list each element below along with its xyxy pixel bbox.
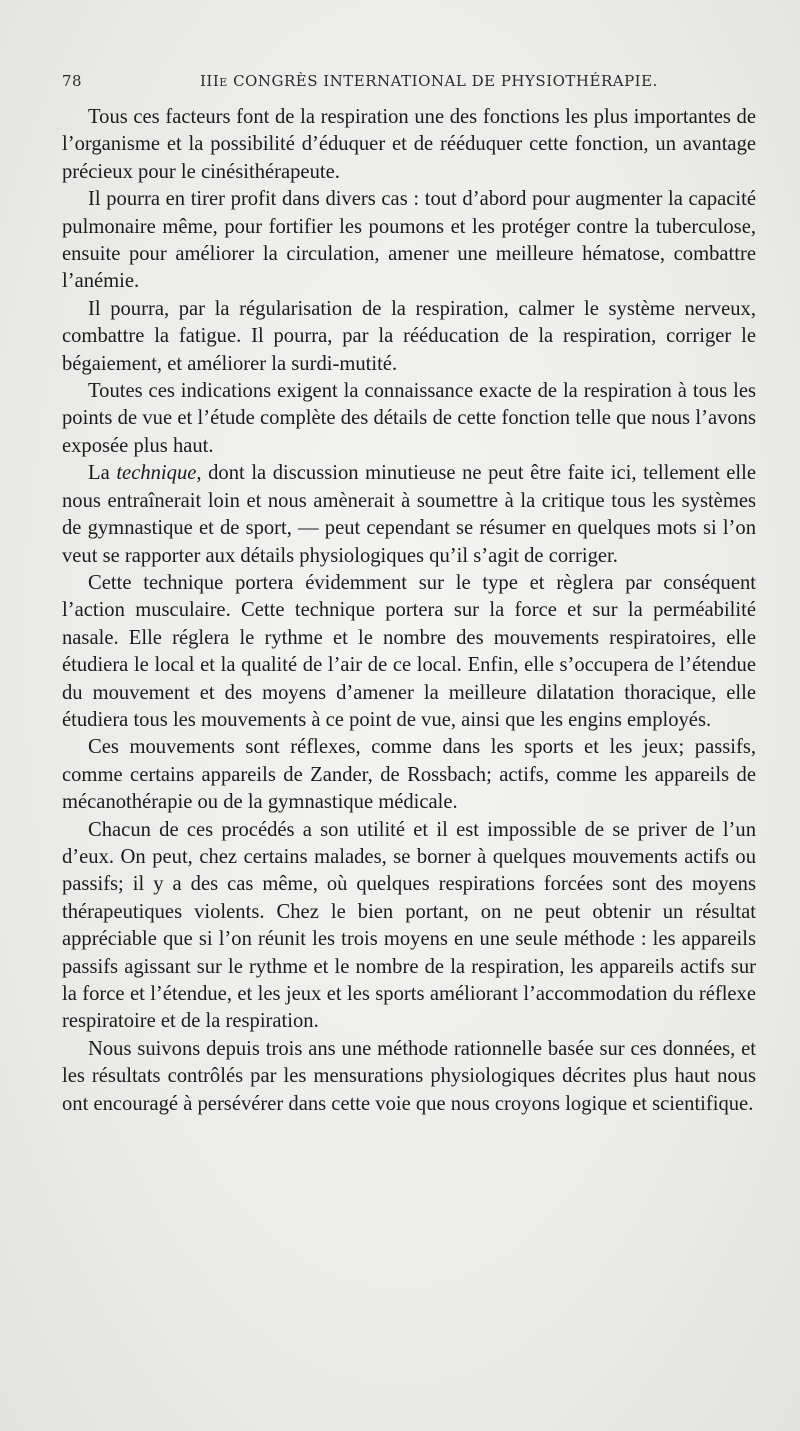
technique-emphasis: technique	[116, 462, 197, 485]
technique-paragraph	[62, 460, 756, 570]
paragraph: Il pourra, par la régularisation de la respiration, calmer le système nerveux, combattre la fatigue. Il pourra, par la rééducation de la respiration, corriger le bégaiement, et améliorer la surdi-mutité.	[62, 297, 756, 375]
paragraph: Il pourra en tirer profit dans divers cas : tout d’abord pour augmenter la capacité pulmonaire même, pour fortifier les poumons et les protéger contre la tuberculose, ensuite pour améliorer la circulation, amener une meilleure hématose, combattre l’anémie.	[62, 188, 756, 293]
paragraph: Cette technique portera évidemment sur le type et règlera par conséquent l’action musculaire. Cette technique portera sur la force et sur la perméabilité nasale. Elle réglera le rythme et le nombre des mouvements respiratoires, elle étudiera le local et la qualité de l’air de ce local. Enfin, elle s’occupera de l’étendue du mouvement et des moyens d’amener la meilleure dilatation thoracique, elle étudiera tous les mouvements à ce point de vue, ainsi que les engins employés.	[62, 571, 756, 731]
body-text	[62, 104, 756, 1118]
paragraph: Ces mouvements sont réflexes, comme dans les sports et les jeux; passifs, comme certains appareils de Zander, de Rossbach; actifs, comme les appareils de mécanothérapie ou de la gymnastique médicale.	[62, 736, 756, 814]
paragraph: Chacun de ces procédés a son utilité et il est impossible de se priver de l’un d’eux. On peut, chez certains malades, se borner à quelques mouvements actifs ou passifs; il y a des cas même, où quelques respirations forcées sont des moyens thérapeutiques violents. Chez le bien portant, on ne peut obtenir un résultat appréciable que si l’on réunit les trois moyens en une seule méthode : les appareils passifs agissant sur le rythme et le nombre de la respiration, les appareils actifs sur la force et l’étendue, et les jeux et les sports améliorant l’accommodation du réflexe respiratoire et de la respiration.	[62, 818, 756, 1033]
paragraph: Toutes ces indications exigent la connaissance exacte de la respiration à tous les points de vue et l’étude complète des détails de cette fonction telle que nous l’avons exposée plus haut.	[62, 380, 756, 457]
page-number: 78	[62, 72, 83, 90]
running-title: IIIe CONGRÈS INTERNATIONAL DE PHYSIOTHÉRAPIE.	[200, 72, 658, 90]
technique-rest: , dont la discussion minutieuse ne peut être faite ici, tellement elle nous entraînerait loin et nous amènerait à soumettre à la critique tous les systèmes de gymnastique et de sport, — peut cependant se résumer en quelques mots si l’on veut se rapporter aux détails physiologiques qu’il s’agit de corriger.	[62, 462, 756, 567]
page-header	[62, 72, 762, 94]
paragraph: Nous suivons depuis trois ans une méthode rationnelle basée sur ces données, et les résultats contrôlés par les mensurations physiologiques décrites plus haut nous ont encouragé à persévérer dans cette voie que nous croyons logique et scientifique.	[62, 1037, 756, 1115]
paragraph: Tous ces facteurs font de la respiration une des fonctions les plus importantes de l’organisme et la possibilité d’éduquer et de rééduquer cette fonction, un avantage précieux pour le cinésithérapeute.	[62, 106, 756, 183]
technique-lead: La	[88, 462, 110, 485]
